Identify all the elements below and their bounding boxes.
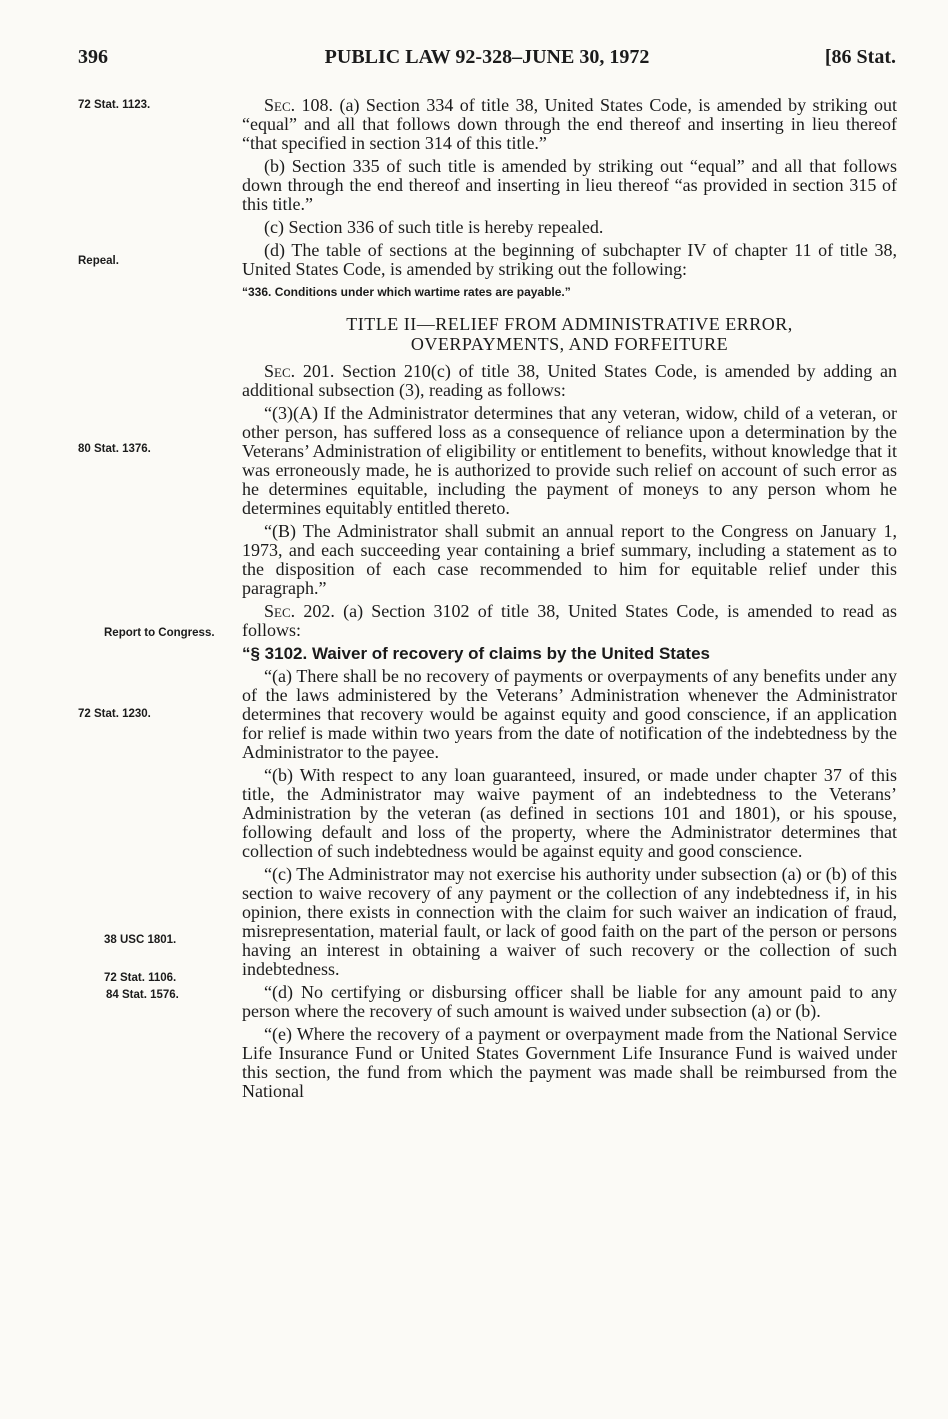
margin-note-report-to-congress: Report to Congress. (104, 627, 215, 639)
sec-108-d: (d) The table of sections at the beginning of subchapter IV of chapter 11 of title 38, United States Code, is amended by striking out the following: (242, 240, 897, 279)
title-ii-heading: TITLE II—RELIEF FROM ADMINISTRATIVE ERROR, OVERPAYMENTS, AND FORFEITURE (346, 314, 793, 354)
sec-3102-b: “(b) With respect to any loan guaranteed, insured, or made under chapter 37 of this title, the Administrator may waive payment of an indebtedness to the Veterans’ Administration by the veteran (as defined in sections 101 and 1801), or his spouse, following default and loss of the property, where the Administrator determines that collection of such indebtedness would be against equity and good conscience. (242, 765, 897, 861)
sec-108-b: (b) Section 335 of such title is amended by striking out “equal” and all that follows down through the end thereof and inserting in lieu thereof “as provided in section 315 of this title.” (242, 156, 897, 214)
sec-3102-e: “(e) Where the recovery of a payment or overpayment made from the National Service Life Insurance Fund or United States Government Life Insurance Fund is waived under this section, the fund from which the payment was made shall be reimbursed from the National (242, 1024, 897, 1101)
margin-note-stat-1123: 72 Stat. 1123. (78, 99, 151, 111)
sec-201: Sec. 201. Section 210(c) of title 38, United States Code, is amended by adding an additional subsection (3), reading as follows: (242, 361, 897, 400)
sec-3102-d: “(d) No certifying or disbursing officer shall be liable for any amount paid to any person where the recovery of such amount is waived under subsection (a) or (b). (242, 982, 897, 1021)
margin-note-stat-1376: 80 Stat. 1376. (78, 443, 151, 455)
page-body (242, 96, 897, 1105)
sec-108-a: Sec. 108. (a) Section 334 of title 38, United States Code, is amended by striking out “equal” and all that follows down through the end thereof and inserting in lieu thereof “that specified in section 314 of this title.” (242, 95, 897, 153)
page-title: PUBLIC LAW 92-328–JUNE 30, 1972 (324, 46, 650, 68)
struck-listing: “336. Conditions under which wartime rates are payable.” (242, 285, 571, 299)
sec-108-c: (c) Section 336 of such title is hereby repealed. (264, 217, 604, 237)
stat-reference: [86 Stat. (824, 46, 896, 68)
sec-3102-c: “(c) The Administrator may not exercise his authority under subsection (a) or (b) of this section to waive recovery of any payment or the collection of any indebtedness if, in his opinion, there exists in connection with the claim for such waiver an indication of fraud, misrepresentation, material fault, or lack of good faith on the part of the person or persons having an interest in obtaining a waiver of such recovery or the collection of such indebtedness. (242, 864, 897, 979)
margin-note-stat-1106: 72 Stat. 1106. (104, 972, 177, 984)
section-3102-heading: “§ 3102. Waiver of recovery of claims by the United States (242, 644, 710, 663)
sec-201-3a: “(3)(A) If the Administrator determines that any veteran, widow, child of a veteran, or other person, has suffered loss as a consequence of reliance upon a determination by the Veterans’ Administration of eligibility or entitlement to benefits, without knowledge that it was erroneously made, he is authorized to provide such relief on account of such error as he determines equitable, including the payment of moneys to any person whom he determines equitably entitled thereto. (242, 403, 897, 518)
margin-note-repeal: Repeal. (78, 255, 119, 267)
sec-3102-a: “(a) There shall be no recovery of payments or overpayments of any benefits under any of the laws administered by the Veterans’ Administration whenever the Administrator determines that recovery would be against equity and good conscience, if an application for relief is made within two years from the date of notification of the indebtedness by the Administrator to the payee. (242, 666, 897, 762)
margin-note-usc-1801: 38 USC 1801. (104, 934, 177, 946)
margin-note-stat-1576: 84 Stat. 1576. (106, 989, 179, 1001)
margin-note-stat-1230: 72 Stat. 1230. (78, 708, 151, 720)
sec-202: Sec. 202. (a) Section 3102 of title 38, United States Code, is amended to read as follows: (242, 601, 897, 640)
sec-201-3b: “(B) The Administrator shall submit an annual report to the Congress on January 1, 1973, and each succeeding year containing a brief summary, including a statement as to the disposition of each case recommended to him for equitable relief under this paragraph.” (242, 521, 897, 598)
page-number: 396 (78, 46, 108, 68)
page-header (78, 46, 896, 78)
